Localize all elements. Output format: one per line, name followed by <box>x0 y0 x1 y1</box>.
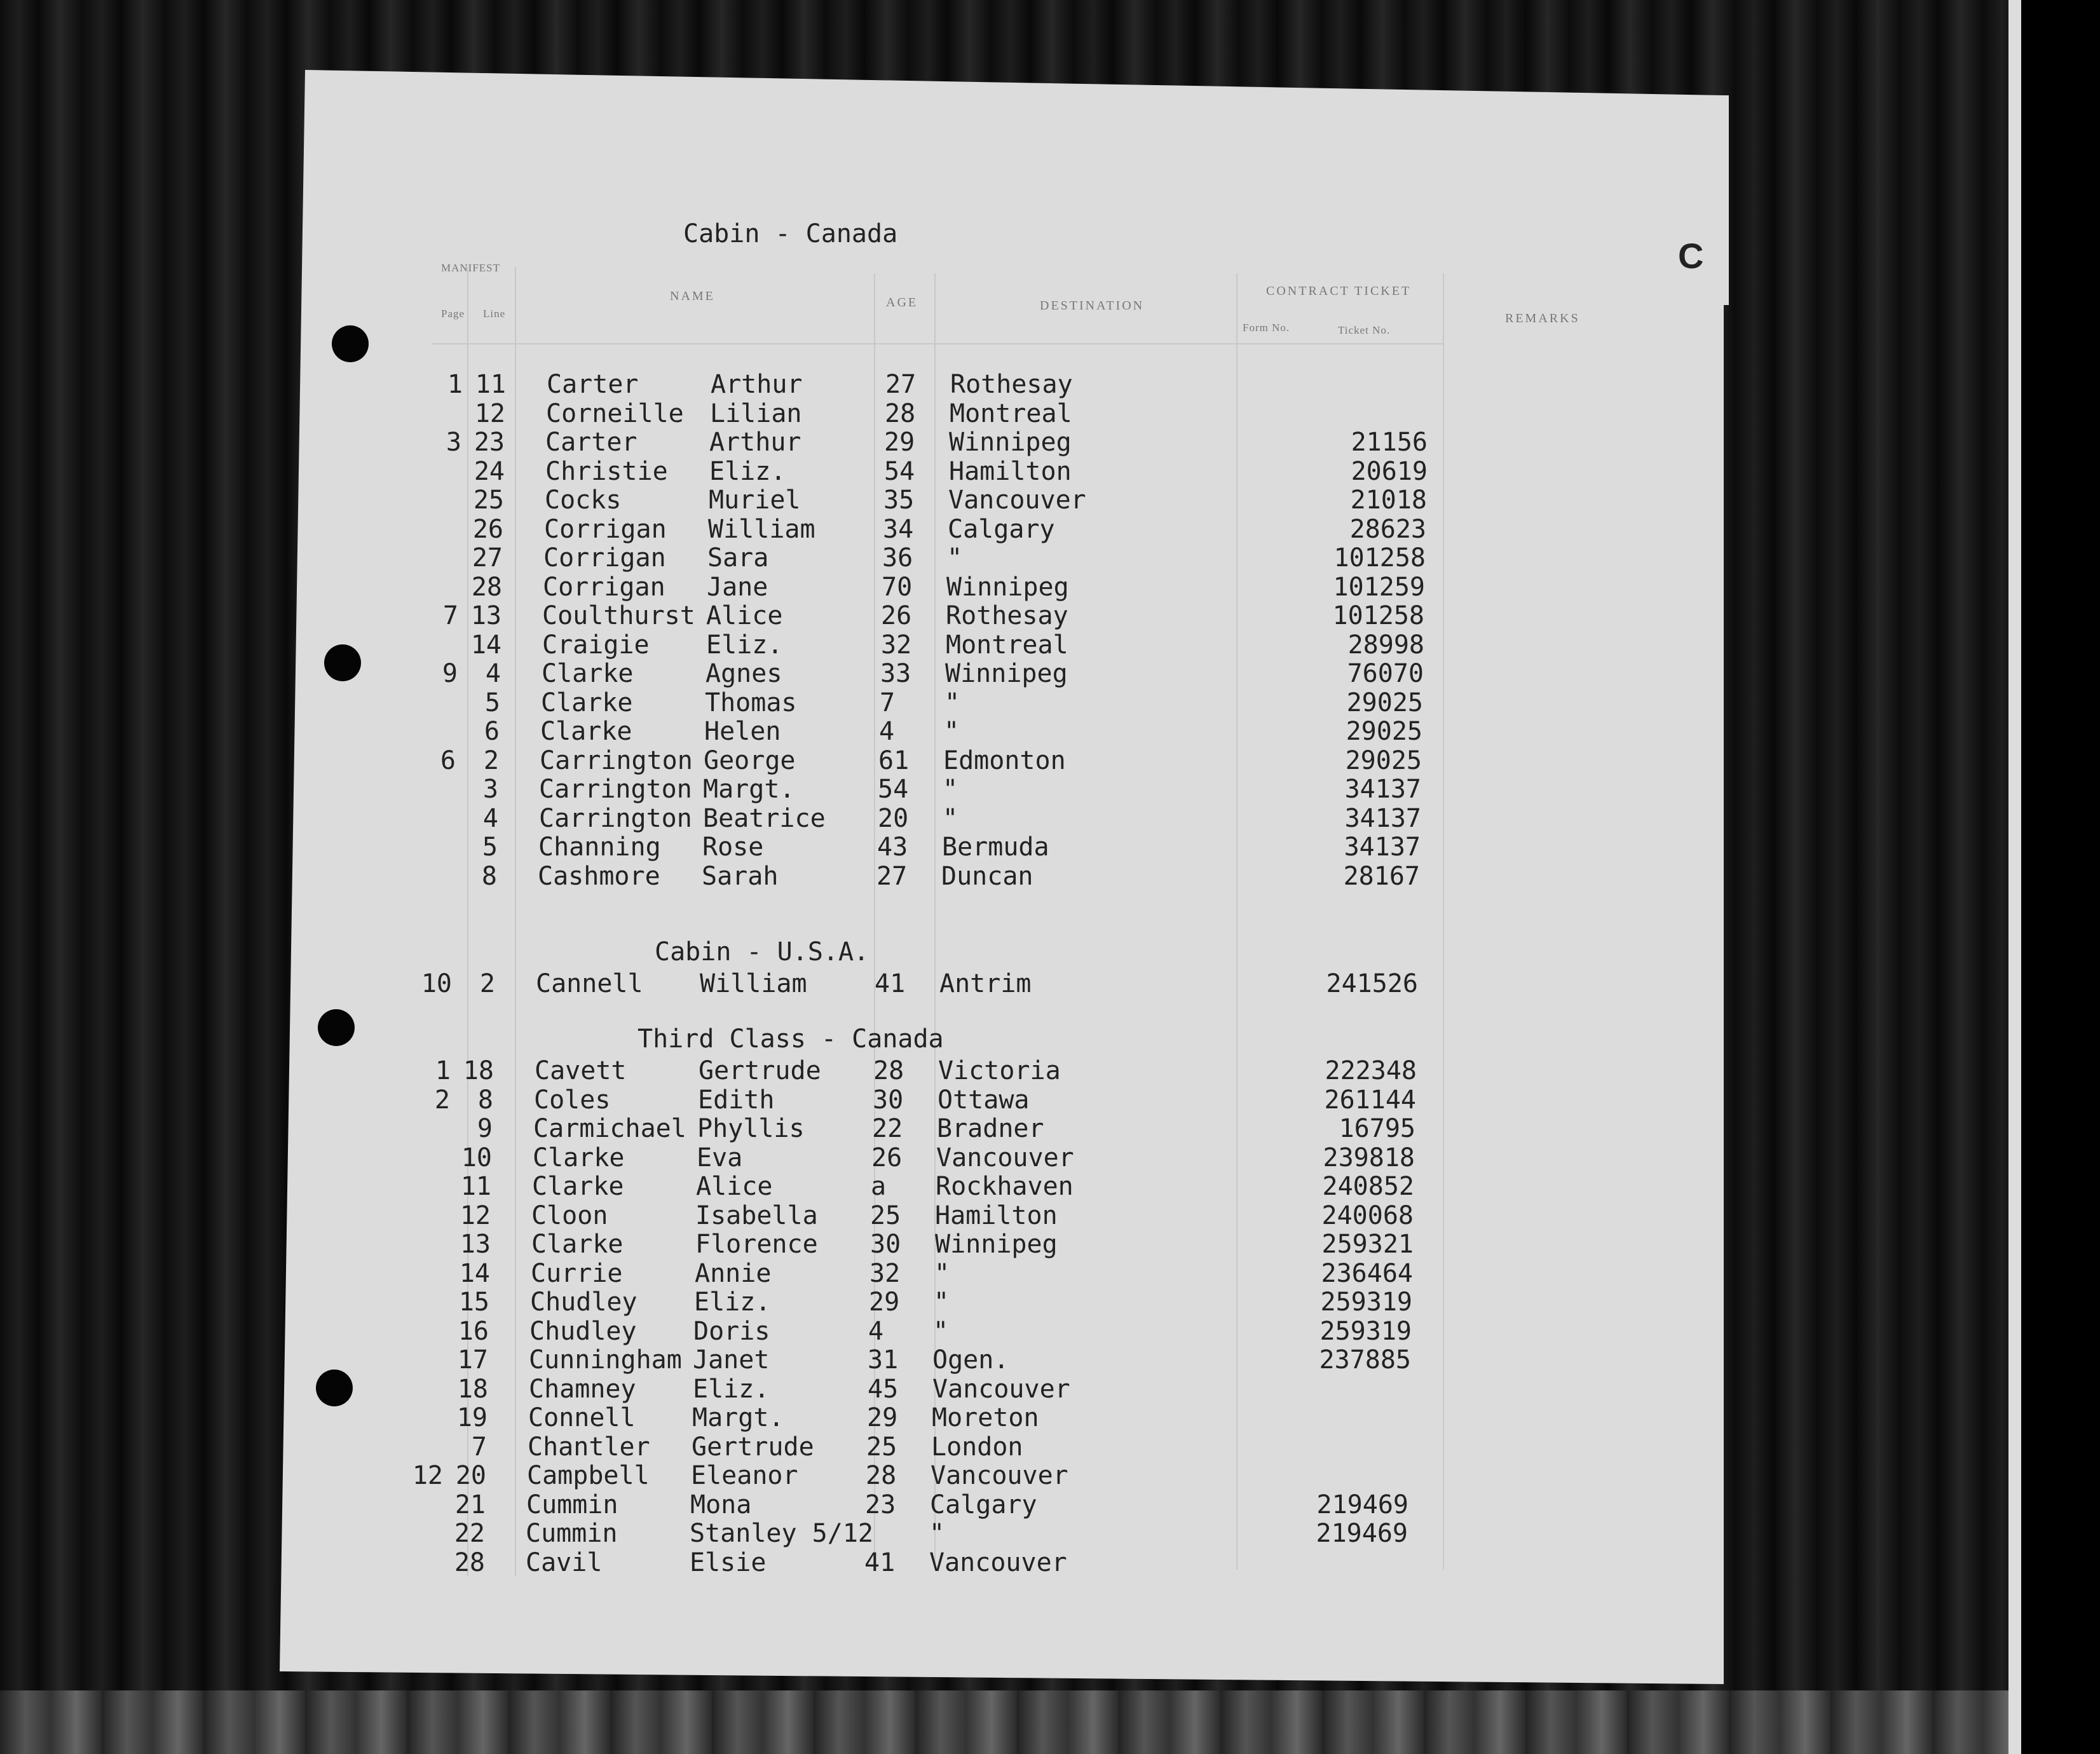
cell-age: 29 <box>869 1288 900 1317</box>
cell-ticket: 222348 <box>1325 1056 1417 1085</box>
cell-surname: Clarke <box>532 1172 624 1201</box>
index-tab-letter: C <box>1678 236 1704 276</box>
cell-given: Alice <box>696 1172 773 1201</box>
cell-age: 22 <box>872 1114 903 1143</box>
cell-dest: " <box>933 1316 949 1346</box>
cell-line: 11 <box>475 370 506 399</box>
cell-age: 43 <box>877 833 908 862</box>
cell-dest: Vancouver <box>948 486 1086 515</box>
cell-dest: " <box>934 1258 950 1288</box>
film-edge-bottom <box>0 1690 2100 1754</box>
cell-dest: Winnipeg <box>946 572 1069 602</box>
cell-ticket: 259319 <box>1319 1316 1412 1346</box>
column-rule <box>1443 273 1444 1570</box>
cell-given: Edith <box>698 1085 775 1115</box>
cell-line: 28 <box>454 1547 485 1577</box>
cell-age: 30 <box>870 1230 901 1259</box>
cell-ticket: 28623 <box>1349 514 1426 544</box>
punch-hole <box>324 644 361 681</box>
remarks-header: REMARKS <box>1505 311 1580 325</box>
page-title: Cabin - Canada <box>683 219 898 248</box>
cell-dest: Rothesay <box>946 601 1068 630</box>
cell-surname: Chudley <box>529 1316 637 1346</box>
cell-age: 54 <box>884 456 915 486</box>
cell-line: 25 <box>473 486 504 515</box>
age-header: AGE <box>886 296 918 309</box>
cell-dest: Bermuda <box>942 833 1049 862</box>
cell-dest: Winnipeg <box>945 659 1068 688</box>
cell-page: 1 <box>447 370 463 399</box>
cell-surname: Channing <box>538 833 661 862</box>
cell-dest: " <box>943 803 958 833</box>
cell-ticket: 21018 <box>1350 486 1427 515</box>
cell-age: 4 <box>879 717 895 746</box>
cell-dest: Victoria <box>938 1056 1061 1085</box>
cell-line: 12 <box>460 1200 491 1230</box>
cell-given: Sara <box>707 543 769 573</box>
cell-surname: Chudley <box>530 1288 638 1317</box>
cell-surname: Corrigan <box>544 514 667 544</box>
line-header: Line <box>483 308 506 320</box>
cell-given: Eleanor <box>691 1461 798 1490</box>
cell-age: 32 <box>881 630 912 660</box>
cell-surname: Corneille <box>546 398 684 428</box>
cell-surname: Carter <box>545 428 638 457</box>
cell-given: Beatrice <box>703 803 826 833</box>
cell-line: 11 <box>460 1172 491 1201</box>
cell-line: 8 <box>477 1085 493 1115</box>
cell-ticket: 34137 <box>1344 833 1421 862</box>
cell-line: 27 <box>472 543 503 573</box>
cell-given: Eliz. <box>709 456 786 486</box>
film-border-line <box>2008 0 2021 1754</box>
cell-age: 29 <box>867 1403 898 1432</box>
cell-given: Agnes <box>706 659 782 688</box>
cell-age: 4 <box>868 1316 884 1346</box>
cell-given: Eliz. <box>694 1288 771 1317</box>
cell-ticket: 259321 <box>1321 1230 1414 1259</box>
cell-given: Eliz. <box>706 630 783 660</box>
cell-ticket: 28998 <box>1347 630 1424 660</box>
cell-dest: " <box>934 1288 950 1317</box>
cell-surname: Cunningham <box>529 1345 682 1375</box>
cell-age: 29 <box>884 428 915 457</box>
cell-surname: Carrington <box>539 775 692 804</box>
cell-dest: Rothesay <box>950 370 1073 399</box>
cell-line: 13 <box>470 601 501 630</box>
cell-age: 26 <box>871 1143 903 1173</box>
cell-given: Alice <box>706 601 783 630</box>
cell-age: 41 <box>875 969 906 998</box>
cell-line: 13 <box>460 1230 491 1259</box>
cell-surname: Cummin <box>526 1519 618 1548</box>
cell-age: 70 <box>882 572 913 602</box>
cell-ticket: 261144 <box>1324 1085 1416 1115</box>
cell-surname: Carmichael <box>533 1114 686 1143</box>
cell-page: 2 <box>434 1085 450 1115</box>
cell-line: 26 <box>472 514 503 544</box>
cell-line: 3 <box>482 775 498 804</box>
cell-ticket: 29025 <box>1346 717 1422 746</box>
cell-ticket: 237885 <box>1319 1345 1411 1375</box>
cell-line: 4 <box>485 659 501 688</box>
cell-dest: Ottawa <box>938 1085 1030 1115</box>
cell-dest: London <box>931 1432 1023 1462</box>
manifest-header: MANIFEST <box>441 262 501 274</box>
cell-age: 34 <box>883 514 914 544</box>
column-rule <box>515 267 516 1576</box>
cell-age: 41 <box>864 1547 896 1577</box>
cell-page: 1 <box>435 1056 451 1085</box>
cell-surname: Cloon <box>531 1200 608 1230</box>
cell-line: 24 <box>474 456 505 486</box>
cell-line: 16 <box>458 1316 489 1346</box>
cell-surname: Chamney <box>529 1374 636 1404</box>
cell-surname: Carrington <box>540 745 693 775</box>
cell-line: 18 <box>463 1056 494 1085</box>
cell-page: 12 <box>412 1461 443 1490</box>
cell-age: 27 <box>876 861 908 891</box>
cell-dest: Winnipeg <box>949 428 1072 457</box>
cell-ticket: 20619 <box>1351 456 1428 486</box>
cell-dest: Vancouver <box>929 1547 1067 1577</box>
cell-age: 28 <box>873 1056 904 1085</box>
cell-dest: " <box>944 717 960 746</box>
cell-surname: Cavett <box>535 1056 627 1085</box>
cell-line: 14 <box>459 1258 490 1288</box>
cell-line: 2 <box>479 969 495 998</box>
cell-line: 5 <box>484 688 500 717</box>
cell-dest: Ogen. <box>932 1345 1009 1375</box>
cell-surname: Corrigan <box>543 543 666 573</box>
cell-line: 6 <box>484 717 500 746</box>
cell-age: 26 <box>881 601 912 630</box>
cell-given: Isabella <box>695 1200 818 1230</box>
cell-given: Helen <box>704 717 781 746</box>
cell-surname: Clarke <box>531 1230 624 1259</box>
cell-surname: Corrigan <box>543 572 665 602</box>
punch-hole <box>332 325 369 362</box>
cell-page: 9 <box>442 659 458 688</box>
cell-given: Thomas <box>705 688 797 717</box>
cell-given: Stanley 5/12 <box>690 1519 873 1548</box>
cell-age: 45 <box>868 1374 899 1404</box>
cell-ticket: 219469 <box>1316 1490 1408 1519</box>
cell-surname: Carrington <box>539 803 692 833</box>
cell-ticket: 101258 <box>1332 601 1424 630</box>
destination-header: DESTINATION <box>1040 299 1145 313</box>
cell-surname: Craigie <box>542 630 650 660</box>
cell-given: Rose <box>702 833 764 862</box>
cell-dest: Vancouver <box>936 1143 1074 1173</box>
cell-age: 54 <box>878 775 909 804</box>
cell-dest: Hamilton <box>949 456 1072 486</box>
punch-hole <box>318 1009 355 1046</box>
cell-dest: Rockhaven <box>936 1172 1074 1201</box>
cell-surname: Coles <box>534 1085 611 1115</box>
cell-given: Janet <box>693 1345 770 1375</box>
cell-ticket: 236464 <box>1321 1258 1413 1288</box>
page-header: Page <box>441 308 465 320</box>
punch-hole <box>316 1370 353 1406</box>
cell-dest: Duncan <box>941 861 1033 891</box>
cell-given: Eva <box>697 1143 743 1173</box>
cell-ticket: 240852 <box>1322 1172 1414 1201</box>
cell-line: 22 <box>454 1519 485 1548</box>
cell-line: 19 <box>456 1403 488 1432</box>
ticket-no-header: Ticket No. <box>1338 324 1391 336</box>
cell-given: William <box>700 969 807 998</box>
cell-age: 36 <box>882 543 913 573</box>
cell-dest: " <box>929 1519 945 1548</box>
cell-line: 21 <box>454 1490 486 1519</box>
section-title: Cabin - U.S.A. <box>655 937 869 967</box>
cell-dest: " <box>944 688 960 717</box>
film-edge-right <box>2021 0 2100 1754</box>
cell-given: Phyllis <box>697 1114 805 1143</box>
cell-dest: Winnipeg <box>935 1230 1058 1259</box>
section-title: Third Class - Canada <box>638 1024 944 1054</box>
cell-ticket: 241526 <box>1326 969 1418 998</box>
cell-given: Gertrude <box>692 1432 814 1462</box>
cell-surname: Clarke <box>541 688 633 717</box>
cell-given: Mona <box>690 1490 752 1519</box>
cell-age: 30 <box>873 1085 904 1115</box>
cell-ticket: 16795 <box>1339 1114 1415 1143</box>
cell-page: 3 <box>446 428 461 457</box>
cell-line: 4 <box>482 803 498 833</box>
cell-given: William <box>708 514 815 544</box>
cell-age: 25 <box>870 1200 901 1230</box>
cell-age: 20 <box>878 803 909 833</box>
cell-surname: Connell <box>528 1403 636 1432</box>
cell-line: 14 <box>470 630 501 660</box>
cell-given: Arthur <box>709 428 801 457</box>
contract-ticket-header: CONTRACT TICKET <box>1266 284 1412 298</box>
cell-surname: Cannell <box>536 969 643 998</box>
cell-surname: Clarke <box>540 717 632 746</box>
cell-page: 7 <box>442 601 458 630</box>
cell-dest: Bradner <box>937 1114 1044 1143</box>
cell-line: 2 <box>483 745 499 775</box>
column-rule <box>1236 273 1238 1570</box>
cell-line: 28 <box>471 572 502 602</box>
cell-given: Florence <box>695 1230 818 1259</box>
cell-given: Elsie <box>690 1547 767 1577</box>
cell-ticket: 28167 <box>1343 861 1420 891</box>
cell-age: 33 <box>880 659 911 688</box>
cell-given: George <box>704 745 796 775</box>
cell-age: 27 <box>885 370 917 399</box>
cell-ticket: 219469 <box>1316 1519 1408 1548</box>
cell-line: 18 <box>457 1374 488 1404</box>
cell-age: 31 <box>868 1345 899 1375</box>
cell-age: 32 <box>869 1258 901 1288</box>
cell-age: 61 <box>878 745 910 775</box>
cell-line: 17 <box>457 1345 488 1375</box>
cell-page: 10 <box>421 969 452 998</box>
cell-given: Eliz. <box>693 1374 770 1404</box>
form-no-header: Form No. <box>1243 322 1290 334</box>
cell-age: a <box>871 1172 887 1201</box>
cell-surname: Currie <box>531 1258 623 1288</box>
cell-surname: Cavil <box>526 1547 603 1577</box>
cell-given: Margt. <box>703 775 795 804</box>
cell-given: Muriel <box>709 486 801 515</box>
cell-line: 20 <box>455 1461 486 1490</box>
cell-surname: Christie <box>545 456 668 486</box>
cell-ticket: 34137 <box>1344 775 1421 804</box>
cell-line: 5 <box>482 833 498 862</box>
cell-given: Lilian <box>710 398 802 428</box>
cell-dest: " <box>947 543 963 573</box>
cell-line: 7 <box>471 1432 487 1462</box>
cell-given: Arthur <box>711 370 803 399</box>
cell-given: Doris <box>693 1316 770 1346</box>
cell-ticket: 239818 <box>1323 1143 1415 1173</box>
cell-age: 25 <box>866 1432 897 1462</box>
cell-surname: Cummin <box>526 1490 618 1519</box>
cell-age: 28 <box>866 1461 897 1490</box>
cell-dest: Calgary <box>948 514 1055 544</box>
cell-line: 15 <box>458 1288 489 1317</box>
cell-line: 12 <box>474 398 505 428</box>
cell-age: 28 <box>885 398 916 428</box>
cell-surname: Cashmore <box>538 861 660 891</box>
cell-ticket: 34137 <box>1344 803 1421 833</box>
cell-surname: Chantler <box>528 1432 650 1462</box>
header-rule <box>432 343 1443 344</box>
name-header: NAME <box>670 289 715 303</box>
cell-dest: Vancouver <box>932 1374 1070 1404</box>
cell-line: 9 <box>477 1114 493 1143</box>
cell-dest: Vancouver <box>931 1461 1068 1490</box>
cell-dest: " <box>943 775 958 804</box>
cell-dest: Antrim <box>939 969 1032 998</box>
cell-surname: Coulthurst <box>542 601 695 630</box>
cell-dest: Moreton <box>932 1403 1039 1432</box>
cell-ticket: 101258 <box>1333 543 1426 573</box>
cell-given: Jane <box>707 572 768 602</box>
cell-surname: Carter <box>547 370 639 399</box>
cell-dest: Montreal <box>946 630 1068 660</box>
cell-ticket: 240068 <box>1321 1200 1414 1230</box>
cell-dest: Calgary <box>930 1490 1037 1519</box>
cell-given: Sarah <box>702 861 779 891</box>
cell-dest: Montreal <box>950 398 1072 428</box>
cell-line: 10 <box>461 1143 492 1173</box>
cell-ticket: 76070 <box>1347 659 1424 688</box>
cell-surname: Clarke <box>542 659 634 688</box>
cell-surname: Campbell <box>527 1461 650 1490</box>
cell-age: 7 <box>880 688 896 717</box>
cell-dest: Hamilton <box>935 1200 1058 1230</box>
cell-ticket: 101259 <box>1333 572 1425 602</box>
cell-given: Annie <box>695 1258 772 1288</box>
cell-surname: Cocks <box>545 486 622 515</box>
cell-line: 23 <box>474 428 505 457</box>
cell-ticket: 29025 <box>1345 745 1422 775</box>
cell-ticket: 29025 <box>1346 688 1423 717</box>
cell-line: 8 <box>481 861 497 891</box>
cell-surname: Clarke <box>533 1143 625 1173</box>
cell-given: Gertrude <box>699 1056 821 1085</box>
cell-dest: Edmonton <box>943 745 1066 775</box>
cell-age: 23 <box>865 1490 896 1519</box>
cell-given: Margt. <box>692 1403 784 1432</box>
cell-ticket: 259319 <box>1320 1288 1412 1317</box>
cell-age: 35 <box>883 486 915 515</box>
cell-ticket: 21156 <box>1351 428 1428 457</box>
cell-page: 6 <box>440 745 456 775</box>
